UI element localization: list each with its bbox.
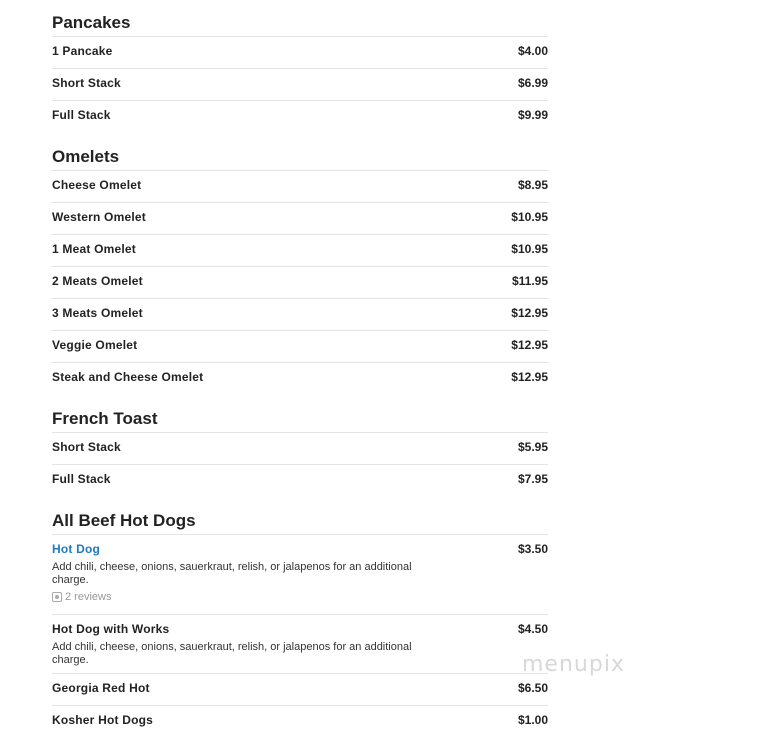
item-name: Cheese Omelet	[52, 178, 142, 192]
item-name: Full Stack	[52, 108, 111, 122]
menu-item-row	[52, 37, 548, 58]
item-price: $12.95	[511, 306, 548, 320]
menu-item	[52, 464, 548, 496]
item-name: Short Stack	[52, 440, 121, 454]
item-price: $9.99	[517, 108, 548, 122]
menu-item	[52, 266, 548, 298]
menu-item	[52, 298, 548, 330]
item-price: $12.95	[511, 338, 548, 352]
menu-item-row	[52, 203, 548, 224]
menu-item-row	[52, 267, 548, 288]
item-price: $6.50	[517, 681, 548, 695]
item-name: Western Omelet	[52, 210, 146, 224]
item-price: $10.95	[511, 242, 548, 256]
section-title: Omelets	[52, 147, 120, 166]
menu-item-row	[52, 535, 548, 556]
item-price: $6.99	[517, 76, 548, 90]
menu-item	[52, 68, 548, 100]
item-price: $1.00	[517, 713, 548, 727]
section-title: All Beef Hot Dogs	[52, 511, 196, 530]
menu-item	[52, 673, 548, 705]
watermark: menupix	[522, 652, 625, 677]
reviews-link[interactable]	[52, 591, 548, 608]
menu-item-row	[52, 299, 548, 320]
item-price: $11.95	[511, 274, 548, 288]
item-name: Veggie Omelet	[52, 338, 138, 352]
menu-item-row	[52, 171, 548, 192]
item-name: Short Stack	[52, 76, 121, 90]
section-title: French Toast	[52, 409, 158, 428]
menu-item-row	[52, 615, 548, 636]
item-description: Add chili, cheese, onions, sauerkraut, relish, or jalapenos for an additional charge.	[52, 641, 412, 666]
item-name: Hot Dog with Works	[52, 622, 170, 636]
section-title: Pancakes	[52, 13, 131, 32]
item-price: $8.95	[517, 178, 548, 192]
menu-item-row	[52, 706, 548, 727]
item-description: Add chili, cheese, onions, sauerkraut, relish, or jalapenos for an additional charge.	[52, 561, 412, 586]
item-name[interactable]: Hot Dog	[52, 542, 101, 556]
item-price: $3.50	[517, 542, 548, 556]
menu-item-row	[52, 69, 548, 90]
menu-item	[52, 534, 548, 614]
menu	[52, 0, 548, 737]
menu-item	[52, 202, 548, 234]
item-name: Kosher Hot Dogs	[52, 713, 154, 727]
item-price: $12.95	[511, 370, 548, 384]
menu-item-row	[52, 465, 548, 486]
item-name: 1 Meat Omelet	[52, 242, 136, 256]
item-name: Full Stack	[52, 472, 111, 486]
menu-item	[52, 362, 548, 394]
menu-item-row	[52, 101, 548, 122]
menu-item-row	[52, 363, 548, 384]
menu-item-row	[52, 674, 548, 695]
review-icon	[52, 592, 62, 602]
item-price: $4.50	[517, 622, 548, 636]
menu-item	[52, 432, 548, 464]
menu-item	[52, 100, 548, 132]
item-name: Georgia Red Hot	[52, 681, 150, 695]
menu-item	[52, 234, 548, 266]
reviews-count: 2 reviews	[65, 591, 112, 603]
menu-item	[52, 170, 548, 202]
menu-item	[52, 614, 548, 673]
item-name: 3 Meats Omelet	[52, 306, 143, 320]
item-name: 1 Pancake	[52, 44, 113, 58]
menu-item	[52, 330, 548, 362]
menu-section	[52, 508, 548, 737]
menu-section	[52, 144, 548, 394]
menu-item	[52, 705, 548, 737]
item-price: $5.95	[517, 440, 548, 454]
item-name: 2 Meats Omelet	[52, 274, 143, 288]
item-name: Steak and Cheese Omelet	[52, 370, 204, 384]
menu-section	[52, 406, 548, 496]
item-price: $10.95	[511, 210, 548, 224]
menu-item-row	[52, 331, 548, 352]
item-price: $4.00	[517, 44, 548, 58]
menu-item	[52, 36, 548, 68]
menu-item-row	[52, 433, 548, 454]
menu-item-row	[52, 235, 548, 256]
menu-section	[52, 10, 548, 132]
item-price: $7.95	[517, 472, 548, 486]
